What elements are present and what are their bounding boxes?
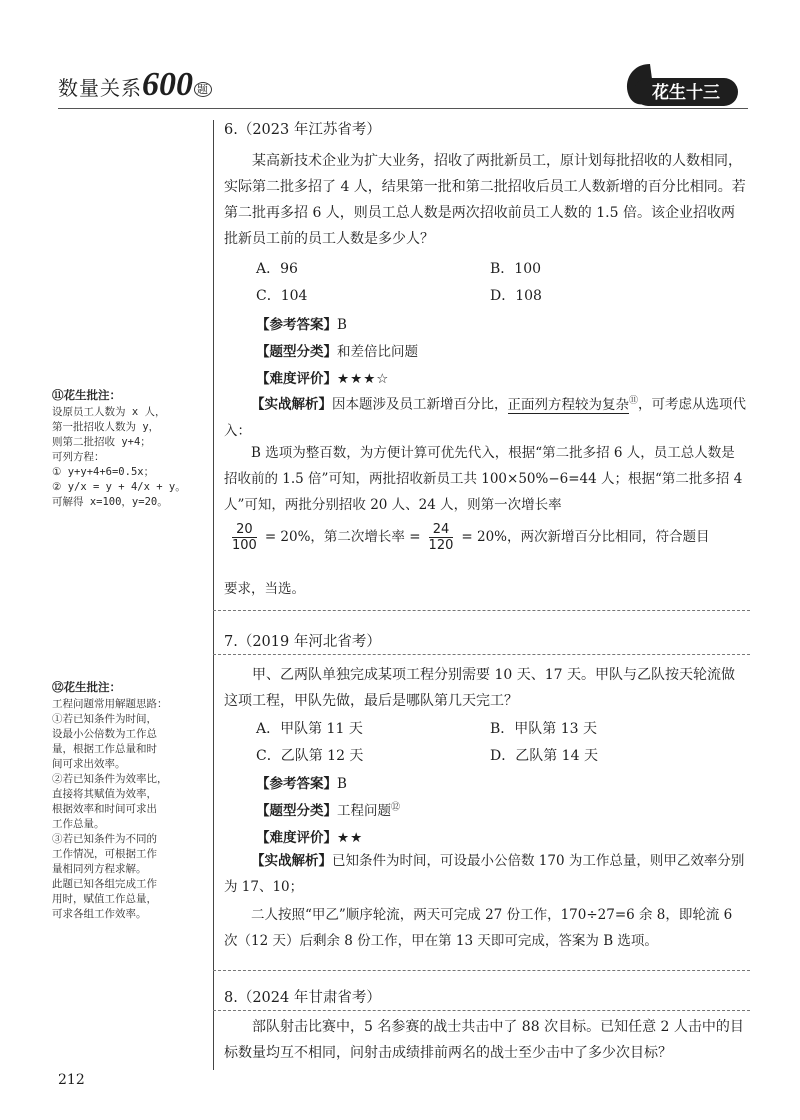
margin-note-11 (52, 388, 202, 510)
analysis-6-detail (224, 440, 748, 518)
analysis-text: 已知条件为时间，可设最小公倍数 170 为工作总量，则甲乙效率分别为 17、10； (224, 853, 745, 895)
note-line: ①若已知条件为时间， (52, 713, 157, 725)
note-line: 量，根据工作总量和时 (52, 743, 157, 755)
underlined-text: 正面列方程较为复杂 (507, 396, 629, 413)
note-line: 间可求出效率。 (52, 758, 126, 770)
analysis-text: 因本题涉及员工新增百分比， (332, 396, 508, 413)
option-c: C．乙队第 12 天 (256, 748, 364, 764)
analysis-6 (224, 388, 748, 444)
separator (213, 970, 750, 971)
analysis-6-equation (224, 520, 748, 554)
note-line: 工作情况，可根据工作 (52, 848, 157, 860)
analysis-label: 【实战解析】 (251, 396, 332, 413)
margin-divider (213, 120, 214, 1070)
question-6-stem (224, 148, 748, 252)
stem-text: 甲、乙两队单独完成某项工程分别需要 10 天、17 天。甲队与乙队按天轮流做这项工程，甲队先做，最后是哪队第几天完工？ (224, 667, 735, 709)
note-line: 可解得 x=100，y=20。 (52, 496, 168, 508)
type-value: 和差倍比问题 (337, 344, 418, 360)
brand-text: 花生十三 (652, 83, 720, 103)
analysis-7-detail (224, 902, 748, 954)
answer-value: B (337, 776, 347, 792)
type-value: 工程问题 (337, 803, 391, 819)
difficulty-row (256, 367, 389, 387)
stem-text: 某高新技术企业为扩大业务，招收了两批新员工，原计划每批招收的人数相同，实际第二批多招了 4 人，结果第一批和第二批招收后员工人数新增的百分比相同。若第二批再多招 6 人，则员工总人数是两次招收前员工人数的 1.5 倍。该企业招收两批新员工前的员工人数是多少人？ (224, 153, 746, 247)
analysis-7 (224, 848, 748, 900)
question-7-stem (224, 662, 748, 714)
fraction-1 (228, 522, 261, 553)
detail-text: B 选项为整百数，为方便计算可优先代入，根据“第二批多招 6 人，员工总人数是招收前的 1.5 倍”可知，两批招收新员工共 100×50%−6=44 人；根据“第二批多招 4 人”可知，两批分别招收 20 人、24 人，则第一次增长率 (224, 445, 743, 513)
detail-text: 二人按照“甲乙”顺序轮流，两天可完成 27 份工作，170÷27=6 余 8，即轮流 6 次（12 天）后剩余 8 份工作，甲在第 13 天即可完成，答案为 B 选项。 (224, 907, 733, 949)
answer-row (256, 772, 347, 792)
equation-text: = 20%，第二次增长率 = (264, 529, 421, 545)
difficulty-label: 【难度评价】 (256, 830, 337, 846)
book-title (58, 66, 212, 104)
note-line: 可列方程： (52, 451, 105, 463)
option-b: B．100 (490, 261, 542, 277)
difficulty-label: 【难度评价】 (256, 371, 337, 387)
analysis-tail: ，可考虑从选项代入： (224, 396, 747, 439)
type-label: 【题型分类】 (256, 344, 337, 360)
question-6-heading: 6.（2023 年江苏省考） (224, 122, 381, 138)
stem-text: 部队射击比赛中，5 名参赛的战士共击中了 88 次目标。已知任意 2 人击中的目标数量均互不相同，问射击成绩排前两名的战士至少击中了多少次目标？ (224, 1019, 744, 1061)
note-line: ① y+y+4+6=0.5x； (52, 466, 155, 478)
separator (213, 1010, 750, 1011)
note-line: ②若已知条件为效率比， (52, 773, 168, 785)
option-d: D．乙队第 14 天 (490, 748, 598, 764)
note-line: 工程问题常用解题思路： (52, 698, 168, 710)
difficulty-stars: ★★ (337, 830, 364, 846)
page-number: 212 (58, 1072, 85, 1088)
answer-label: 【参考答案】 (256, 317, 337, 333)
title-number: 600 (142, 66, 193, 103)
margin-note-12 (52, 680, 202, 922)
difficulty-stars: ★★★☆ (337, 371, 390, 387)
difficulty-row (256, 826, 363, 846)
note-line: ③若已知条件为不同的 (52, 833, 157, 845)
analysis-6-conclusion: 要求，当选。 (224, 581, 305, 597)
option-a: A．甲队第 11 天 (256, 721, 363, 737)
fraction-2 (425, 522, 458, 553)
note-line: 工作总量。 (52, 818, 105, 830)
equation-text: = 20%，两次新增百分比相同，符合题目 (461, 529, 710, 545)
footnote-ref: ⑪ (629, 396, 639, 406)
denominator: 100 (232, 538, 257, 553)
note-line: 则第二批招收 y+4； (52, 436, 151, 448)
answer-label: 【参考答案】 (256, 776, 337, 792)
separator (213, 610, 750, 611)
note-heading: ⑫花生批注： (52, 680, 121, 694)
note-line: 直接将其赋值为效率， (52, 788, 157, 800)
question-8-stem (224, 1014, 748, 1066)
denominator: 120 (428, 538, 454, 553)
type-row (256, 799, 400, 819)
footnote-ref: ⑫ (391, 802, 401, 813)
option-b: B．甲队第 13 天 (490, 721, 598, 737)
numerator: 24 (429, 522, 454, 538)
note-line: 此题已知各组完成工作 (52, 878, 157, 890)
question-7-heading: 7.（2019 年河北省考） (224, 634, 381, 650)
note-line: 量相同列方程求解。 (52, 863, 147, 875)
note-line: 设最小公倍数为工作总 (52, 728, 157, 740)
note-line: ② y/x = y + 4/x + y。 (52, 481, 186, 493)
note-line: 第一批招收人数为 y， (52, 421, 160, 433)
note-line: 用时，赋值工作总量， (52, 893, 157, 905)
question-8-heading: 8.（2024 年甘肃省考） (224, 990, 381, 1006)
note-line: 根据效率和时间可求出 (52, 803, 157, 815)
option-c: C．104 (256, 288, 308, 304)
note-line: 可求各组工作效率。 (52, 908, 147, 920)
type-label: 【题型分类】 (256, 803, 337, 819)
separator (213, 654, 750, 655)
analysis-label: 【实战解析】 (251, 853, 332, 869)
title-prefix: 数量关系 (58, 76, 142, 100)
type-row (256, 340, 418, 360)
brand-logo (620, 58, 740, 110)
header-rule (58, 108, 748, 109)
answer-value: B (337, 317, 347, 333)
title-suffix: 题 (194, 82, 212, 97)
note-heading: ⑪花生批注： (52, 388, 121, 402)
answer-row (256, 313, 347, 333)
option-a: A．96 (256, 261, 298, 277)
option-d: D．108 (490, 288, 542, 304)
note-line: 设原员工人数为 x 人， (52, 406, 166, 418)
numerator: 20 (232, 522, 257, 538)
